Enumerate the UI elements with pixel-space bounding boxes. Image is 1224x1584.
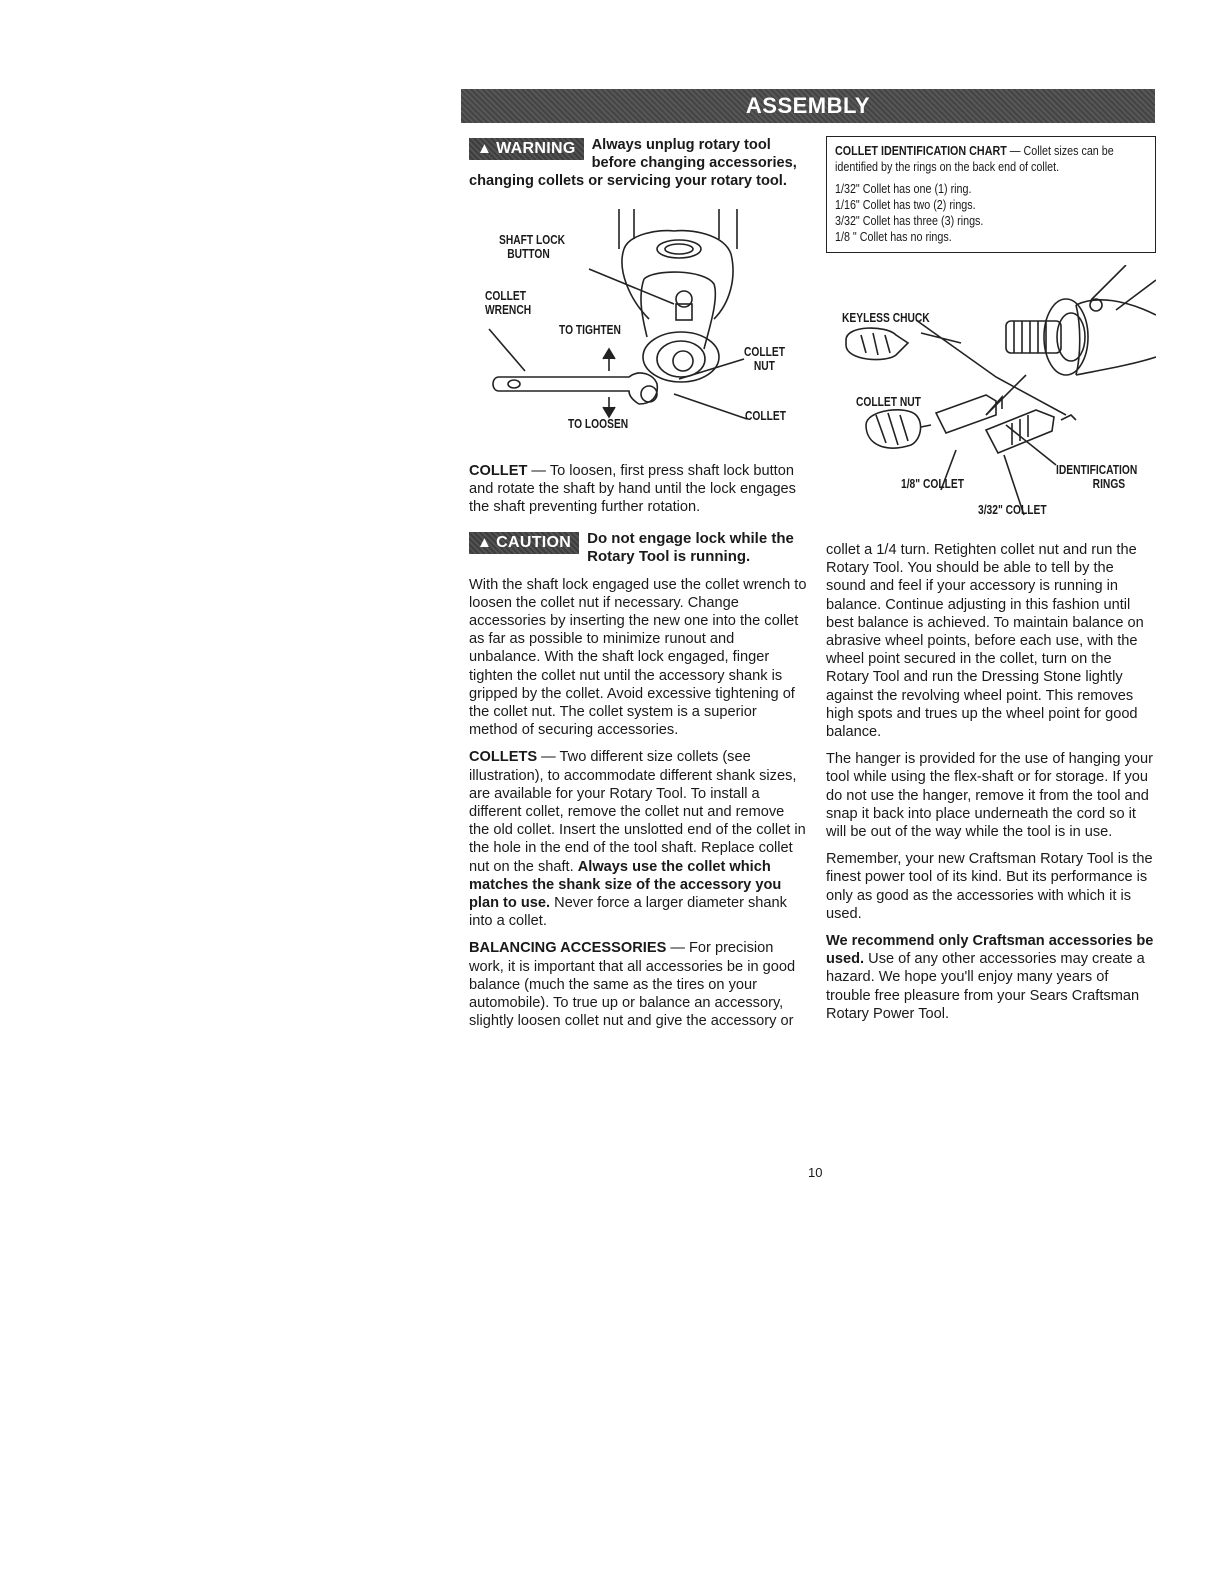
warning-text: Always unplug rotary tool before changing accessories, changing collets or servicing your rotary tool.	[469, 137, 797, 190]
label-to-tighten: TO TIGHTEN	[559, 322, 621, 337]
balancing-paragraph: BALANCING ACCESSORIES — For precision work, it is important that all accessories be in good balance (much the same as the tires on your automobile). To true up or balance an accessory, slightly loosen collet nut and give the accessory or	[469, 940, 796, 1030]
collets-paragraph: COLLETS — Two different size collets (see illustration), to accommodate different shank sizes, are available for your Rotary Tool. To install a different collet, remove the collet nut and remove the old collet. Insert the unslotted end of the collet in the hole in the end of the tool shaft. Replace collet nut on the shaft. Always use the collet which matches the shank size of the accessory you plan to use. Never force a larger diameter shank into a collet.	[469, 749, 806, 930]
balance-continued-paragraph: collet a 1/4 turn. Retighten collet nut and run the Rotary Tool. You should be able to tell by the sound and feel if your accessory is running in balance. Continue adjusting in this fashion until best balance is achieved. To maintain balance on abrasive wheel points, before each use, with the wheel point secured in the collet, turn on the Rotary Tool and run the Dressing Stone lightly against the revolving wheel point. This removes high spots and trues up the wheel point for good balance.	[826, 542, 1144, 741]
chart-row: 1/16" Collet has two (2) rings.	[835, 198, 976, 212]
chart-row: 1/8 " Collet has no rings.	[835, 230, 952, 244]
caution-icon: ▲	[477, 534, 493, 552]
page-number: 10	[808, 1165, 823, 1180]
caution-text: Do not engage lock while the Rotary Tool is running.	[587, 530, 794, 566]
label-identification-rings: IDENTIFICATION RINGS	[1056, 463, 1138, 491]
label-collet-nut: COLLET NUT	[744, 344, 785, 373]
label-eighth-collet: 1/8" COLLET	[901, 477, 964, 491]
left-column	[469, 136, 807, 1040]
section-title: ASSEMBLY	[745, 93, 871, 118]
label-collet-nut-2: COLLET NUT	[856, 395, 921, 409]
collet-parts-diagram	[826, 265, 1156, 527]
collet-wrench-diagram	[469, 209, 807, 454]
collet-heading: COLLET	[469, 462, 528, 479]
chart-row: 1/32" Collet has one (1) ring.	[835, 182, 972, 196]
label-keyless-chuck: KEYLESS CHUCK	[842, 311, 930, 325]
label-to-loosen: TO LOOSEN	[568, 416, 629, 431]
hanger-paragraph: The hanger is provided for the use of hanging your tool while using the flex-shaft or for storage. If you do not use the hanger, remove it from the tool and snap it back into place underneath the cord so it will be out of the way while the tool is in use.	[826, 751, 1153, 841]
warning-icon: ▲	[477, 140, 493, 157]
warning-badge: ▲ WARNING	[469, 138, 584, 160]
section-banner	[461, 89, 1155, 123]
recommend-paragraph: We recommend only Craftsman accessories be used. Use of any other accessories may create a hazard. We hope you'll enjoy many years of trouble free pleasure from your Sears Craftsman Rotary Power Tool.	[826, 933, 1154, 1022]
label-shaft-lock: SHAFT LOCK BUTTON	[499, 232, 566, 261]
shaft-lock-paragraph: With the shaft lock engaged use the collet wrench to loosen the collet nut if necessary. Change accessories by inserting the new one into the collet as far as possible to minimize runout and unbalance. With the shaft lock engaged, finger tighten the collet nut until the accessory shank is gripped by the collet. Avoid excessive tightening of the collet nut. The collet system is a superior method of securing accessories.	[469, 576, 807, 739]
label-collet: COLLET	[745, 408, 786, 423]
collet-identification-chart	[826, 136, 1156, 253]
caution-block	[469, 530, 807, 566]
caution-badge: ▲ CAUTION	[469, 532, 579, 554]
chart-row: 3/32" Collet has three (3) rings.	[835, 214, 984, 228]
label-three32-collet: 3/32" COLLET	[978, 503, 1047, 517]
collet-paragraph: COLLET — To loosen, first press shaft lock button and rotate the shaft by hand until the lock engages the shaft preventing further rotation.	[469, 462, 796, 516]
warning-block	[469, 136, 807, 191]
remember-paragraph: Remember, your new Craftsman Rotary Tool is the finest power tool of its kind. But its performance is only as good as the accessories with which it is used.	[826, 851, 1153, 922]
chart-heading: COLLET IDENTIFICATION CHART — Collet sizes can be identified by the rings on the back end of collet.	[835, 144, 1114, 174]
label-collet-wrench: COLLET WRENCH	[485, 288, 532, 317]
right-column	[826, 136, 1156, 1032]
